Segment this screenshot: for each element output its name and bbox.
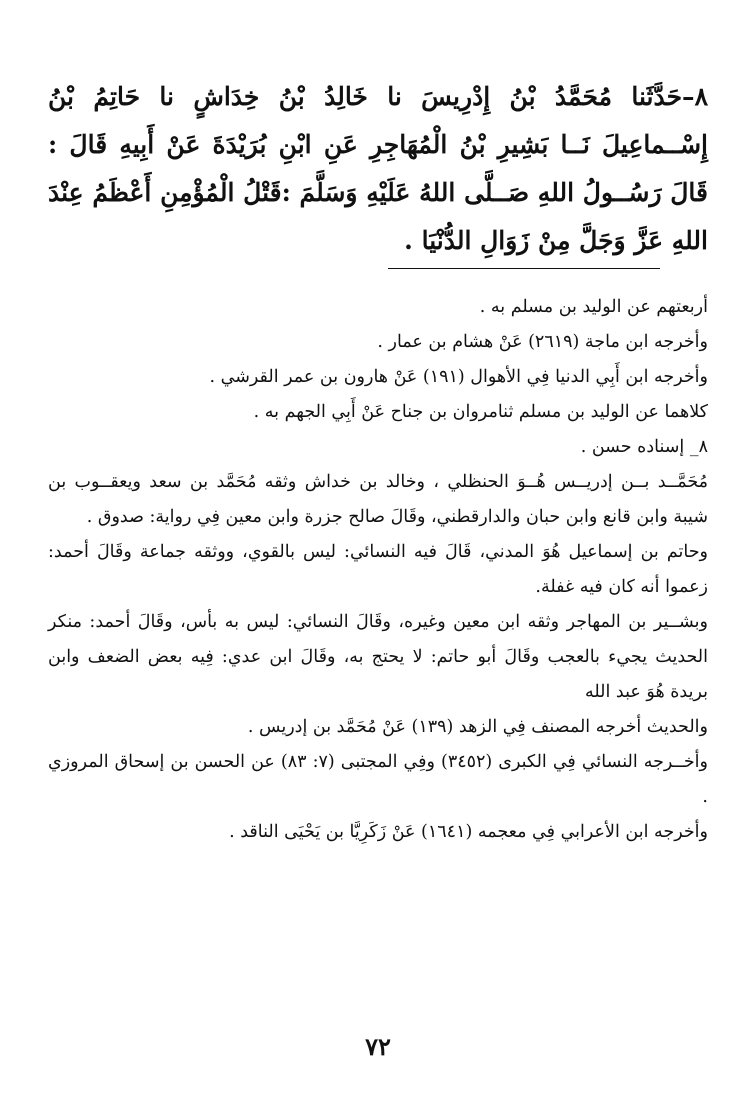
footnote-paragraph: مُحَمَّــد بــن إدريــس هُــوَ الحنظلي ، وخالد بن خداش وثقه مُحَمَّد بن سعد ويعقــوب بن شيبة وابن قانع وابن حبان والدارقطني، وقَالَ صالح جزرة وابن معين فِي رواية: صدوق . xyxy=(48,472,708,527)
footnote-paragraph: وحاتم بن إسماعيل هُوَ المدني، قَالَ فيه النسائي: ليس بالقوي، ووثقه جماعة وقَالَ أحمد: زعموا أنه كان فيه غفلة. xyxy=(48,542,708,597)
footnote-paragraph: أربعتهم عن الوليد بن مسلم به . xyxy=(479,297,708,317)
page-number: ٧٢ xyxy=(365,1032,391,1061)
footnotes xyxy=(48,290,708,850)
footnote-paragraph: وأخرجه ابن ماجة (٢٦١٩) عَنْ هشام بن عمار . xyxy=(377,332,708,352)
footnote-paragraph: وبشــير بن المهاجر وثقه ابن معين وغيره، وقَالَ النسائي: ليس به بأس، وقَالَ أحمد: منكر الحديث يجيء بالعجب وقَالَ أبو حاتم: لا يحتج به، وقَالَ ابن عدي: فِيه بعض الضعف وابن بريدة هُوَ عبد الله xyxy=(48,612,708,702)
footnote-paragraph: والحديث أخرجه المصنف فِي الزهد (١٣٩) عَنْ مُحَمَّد بن إدريس . xyxy=(247,717,708,737)
footnote-divider xyxy=(388,268,660,269)
footnote-paragraph: ٨_ إسناده حسن . xyxy=(580,437,708,457)
footnote-paragraph: وأخــرجه النسائي فِي الكبرى (٣٤٥٢) وفِي المجتبى (٧: ٨٣) عن الحسن بن إسحاق المروزي . xyxy=(48,752,708,807)
footnote-paragraph: وأخرجه ابن الأعرابي فِي معجمه (١٦٤١) عَنْ زَكَرِيَّا بن يَحْيَى الناقد . xyxy=(229,822,708,842)
footnote-paragraph: كلاهما عن الوليد بن مسلم ثنامروان بن جناح عَنْ أَبِي الجهم به . xyxy=(253,402,708,422)
footnote-paragraph: وأخرجه ابن أَبِي الدنيا فِي الأهوال (١٩١) عَنْ هارون بن عمر القرشي . xyxy=(209,367,708,387)
hadith-text: ٨–حَدَّثَنا مُحَمَّدُ بْنُ إِدْرِيسَ نا خَالِدُ بْنُ خِدَاشٍ نا حَاتِمُ بْنُ إِسْــماعِيلَ نَــا بَشِيرِ بْنُ الْمُهَاجِرِ عَنِ ابْنِ بُرَيْدَةَ عَنْ أَبِيهِ قَالَ : قَالَ رَسُــولُ اللهِ صَــلَّى اللهُ عَلَيْهِ وَسَلَّمَ :قَتْلُ الْمُؤْمِنِ أَعْظَمُ عِنْدَ اللهِ عَزَّ وَجَلَّ مِنْ زَوَالِ الدُّنْيَا . xyxy=(48,82,708,255)
